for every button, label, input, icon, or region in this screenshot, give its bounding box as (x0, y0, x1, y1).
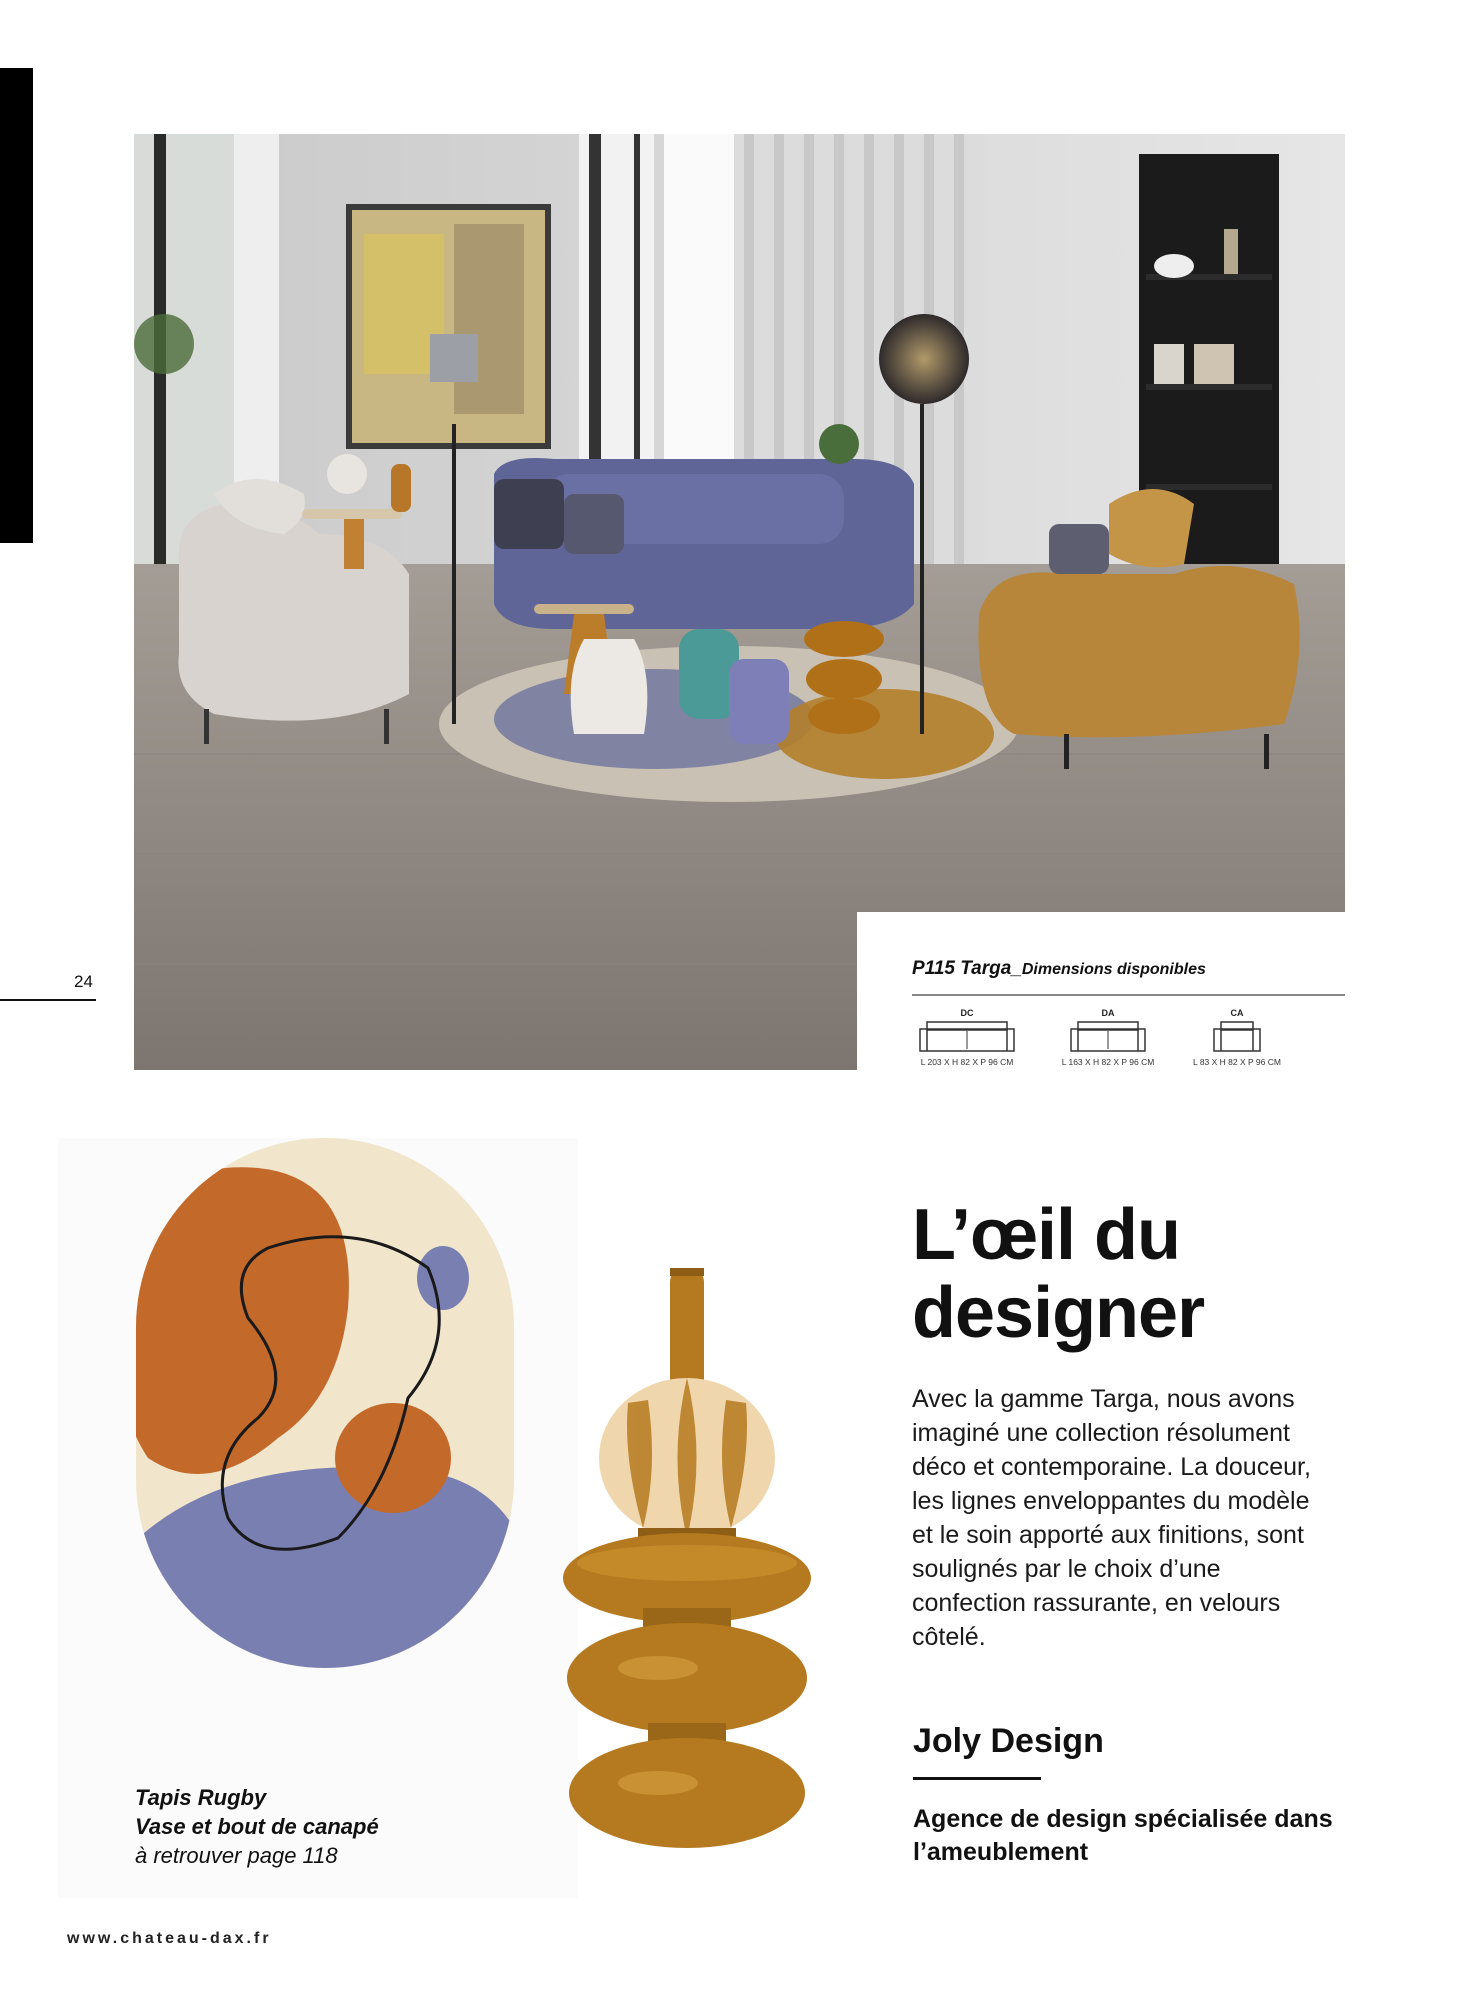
agency-description: Agence de design spécialisée dans l’ameublement (913, 1805, 1333, 1866)
dimension-size: L 203 X H 82 X P 96 CM (920, 1057, 1014, 1067)
caption-vase: Vase et bout de canapé (135, 1814, 379, 1839)
side-accent-bar (0, 68, 33, 543)
dimension-item (1182, 1008, 1292, 1067)
dimension-code: DA (1101, 1008, 1115, 1018)
dimension-code: DC (960, 1008, 974, 1018)
product-caption (135, 1783, 379, 1870)
headline (912, 1196, 1204, 1352)
dimension-size: L 163 X H 82 X P 96 CM (1061, 1057, 1155, 1067)
dimension-code: CA (1230, 1008, 1244, 1018)
page-number-rule (0, 999, 96, 1001)
dimensions-rule (912, 994, 1345, 996)
caption-rug: Tapis Rugby (135, 1785, 267, 1810)
dimensions-subtitle: Dimensions disponibles (1021, 961, 1206, 978)
dimension-item (1053, 1008, 1163, 1067)
sofa-two-seat-icon (1070, 1021, 1146, 1053)
caption-page-ref: à retrouver page 118 (135, 1843, 338, 1868)
website-url[interactable]: www.chateau-dax.fr (67, 1930, 272, 1947)
page-number: 24 (74, 972, 93, 991)
sofa-three-seat-icon (919, 1021, 1015, 1053)
dimensions-panel (857, 912, 1377, 1072)
dimension-size: L 83 X H 82 X P 96 CM (1193, 1057, 1281, 1067)
dimensions-title (912, 958, 1206, 980)
headline-line-2: designer (912, 1273, 1205, 1353)
dimension-item (912, 1008, 1022, 1067)
model-name: P115 Targa_ (912, 958, 1022, 979)
designer-brand: Joly Design (913, 1722, 1104, 1760)
article-body: Avec la gamme Targa, nous avons imaginé une collection résolument déco et contemporaine. La douceur, les lignes enveloppantes du modèle et le soin apporté aux finitions, sont soulignés par le choix d’une confection rassurante, en velours côtelé. (912, 1385, 1311, 1651)
headline-line-1: L’œil du (912, 1195, 1180, 1275)
vase-side-table-image (563, 1268, 811, 1848)
armchair-icon (1213, 1021, 1261, 1053)
brand-underline (913, 1777, 1041, 1780)
